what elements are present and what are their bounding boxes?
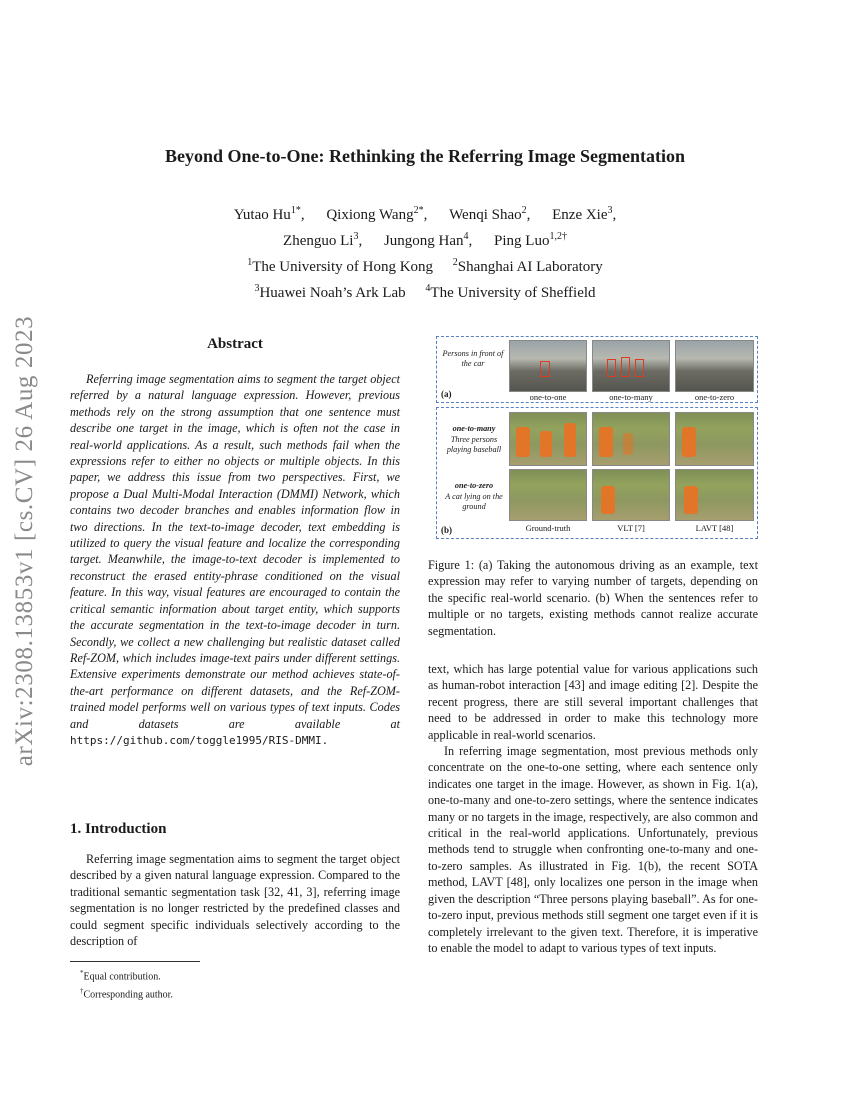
- panel-a-label: one-to-one: [529, 392, 567, 402]
- author: Qixiong Wang$^{2*}$,: [326, 205, 428, 223]
- segmentation-mask: [684, 486, 698, 514]
- affiliation: $^2$Shanghai AI Laboratory: [452, 257, 603, 275]
- baseball-image-ground-truth: [509, 412, 587, 466]
- footnote: †Corresponding author.: [80, 987, 173, 1001]
- baseball-image-vlt: [592, 469, 670, 521]
- body-paragraph: text, which has large potential value for various applications such as human-robot interaction [43] and image editing [2]. Despite the recent progress, there are still several important challenges that need to be addressed in order to make this technology more applicable in real-world scenarios.: [428, 662, 758, 742]
- segmentation-mask: [601, 486, 615, 514]
- segmentation-mask: [564, 423, 576, 457]
- segmentation-mask: [599, 427, 613, 457]
- author: Ping Luo$^{1,2\dagger}$: [494, 231, 567, 249]
- street-image-one-to-many: [592, 340, 670, 392]
- affiliation: $^1$The University of Hong Kong: [247, 257, 434, 275]
- affiliation-line-1: [0, 252, 850, 278]
- code-link[interactable]: https://github.com/toggle1995/RIS-DMMI.: [70, 733, 329, 747]
- author-block: [0, 200, 850, 304]
- target-mask: [540, 361, 550, 377]
- segmentation-mask: [540, 431, 552, 457]
- intro-paragraph: Referring image segmentation aims to segment the target object described by a given natural language expression. Compared to the traditional semantic segmentation task [32, 41, 3], referring image segmentation is no longer restricted by the predefined classes and could segment specific individuals selectively according to the description of: [70, 852, 400, 949]
- right-column-body: [428, 661, 758, 956]
- panel-a-label: one-to-zero: [694, 392, 735, 402]
- panel-b-label: Ground-truth: [525, 523, 571, 533]
- affiliation: $^3$Huawei Noah’s Ark Lab: [254, 283, 406, 301]
- baseball-image-lavt: [675, 469, 754, 521]
- row2-prompt: A cat lying on the ground: [445, 492, 503, 511]
- panel-b-tag: (b): [441, 525, 452, 535]
- street-image-one-to-zero: [675, 340, 754, 392]
- abstract-body: [70, 371, 400, 749]
- body-paragraph: In referring image segmentation, most previous methods only concentrate on the one-to-one setting, where each sentence only indicates one target in the image. However, as shown in Fig. 1(a), one-to-many and one-to-zero settings, where the sentence indicates many or no targets in the image, respectively, are also common and critical in the real-world applications. Unfortunately, previous methods tend to struggle when confronting one-to-many and one-to-zero samples. As illustrated in Fig. 1(b), the recent SOTA method, LAVT [48], only localizes one person in the image when given the description “Three persons playing baseball”. As for one-to-zero input, previous methods still segment one target even if it is completely irrelevant to the given text. Therefore, it is imperative to enable the model to adapt to various types of text inputs.: [428, 744, 758, 955]
- row2-title: one-to-zero: [454, 481, 494, 490]
- section-heading-introduction: 1. Introduction: [70, 821, 167, 837]
- author: Jungong Han$^4$,: [383, 231, 473, 249]
- baseball-image-vlt: [592, 412, 670, 466]
- figure-panel-b: [436, 407, 758, 539]
- panel-b-label: LAVT [48]: [695, 523, 734, 533]
- figure-1: [436, 336, 758, 539]
- panel-a-tag: (a): [441, 389, 452, 399]
- segmentation-mask: [623, 433, 633, 455]
- target-mask: [607, 359, 616, 377]
- baseball-image-lavt: [675, 412, 754, 466]
- paper-title: Beyond One-to-One: Rethinking the Referring Image Segmentation: [165, 146, 685, 166]
- target-mask: [635, 359, 644, 377]
- footnotes: [80, 966, 173, 1003]
- abstract-heading: Abstract: [207, 336, 263, 352]
- panel-a-label: one-to-many: [609, 392, 653, 402]
- segmentation-mask: [516, 427, 530, 457]
- arxiv-stamp: arXiv:2308.13853v1 [cs.CV] 26 Aug 2023: [11, 315, 38, 767]
- author: Wenqi Shao$^2$,: [449, 205, 531, 223]
- figure-panel-a: [436, 336, 758, 403]
- author: Enze Xie$^3$,: [552, 205, 617, 223]
- panel-a-prompt: Persons in front of the car: [442, 349, 504, 368]
- author-line-1: [0, 200, 850, 226]
- row1-title: one-to-many: [452, 424, 496, 433]
- abstract-text: Referring image segmentation aims to segment the target object referred by a natural language expression. However, previous methods rely on the strong assumption that one sentence must describe one target in the image, which is often not the case in real-world applications. As a result, such methods fail when the expressions refer to either no objects or multiple objects. In this paper, we address this issue from two perspectives. First, we propose a Dual Multi-Modal Interaction (DMMI) Network, which contains two decoder branches and enables information flow in two directions. In the text-to-image decoder, text embedding is utilized to query the visual feature and localize the corresponding target. Meanwhile, the image-to-text decoder is implemented to reconstruct the erased entity-phrase conditioned on the visual feature. In this way, visual features are encouraged to contain the critical semantic information about target entity, which supports the accurate segmentation in the text-to-image decoder in turn. Secondly, we collect a new challenging but realistic dataset called Ref-ZOM, which includes image-text pairs under different settings. Extensive experiments demonstrate our method achieves state-of-the-art performance on different datasets, and the Ref-ZOM-trained model performs well on various types of text inputs. Codes and datasets are available at: [70, 372, 400, 731]
- baseball-image-ground-truth: [509, 469, 587, 521]
- affiliation-line-2: [0, 278, 850, 304]
- row1-prompt: Three persons playing baseball: [446, 435, 502, 454]
- author-line-2: [0, 226, 850, 252]
- street-image-one-to-one: [509, 340, 587, 392]
- target-mask: [621, 357, 630, 377]
- affiliation: $^4$The University of Sheffield: [425, 283, 596, 301]
- author: Yutao $Hu^{1*}$,: [233, 205, 305, 223]
- footnote: *Equal contribution.: [80, 969, 161, 983]
- panel-b-label: VLT [7]: [617, 523, 645, 533]
- segmentation-mask: [682, 427, 696, 457]
- author: Zhenguo Li$^3$,: [283, 231, 363, 249]
- figure-caption: Figure 1: (a) Taking the autonomous driving as an example, text expression may refer to varying number of targets, depending on the specific real-world scenario. (b) When the sentences refer to multiple or no targets, existing methods cannot realize accurate segmentation.: [428, 558, 758, 638]
- footnote-rule: [70, 961, 200, 962]
